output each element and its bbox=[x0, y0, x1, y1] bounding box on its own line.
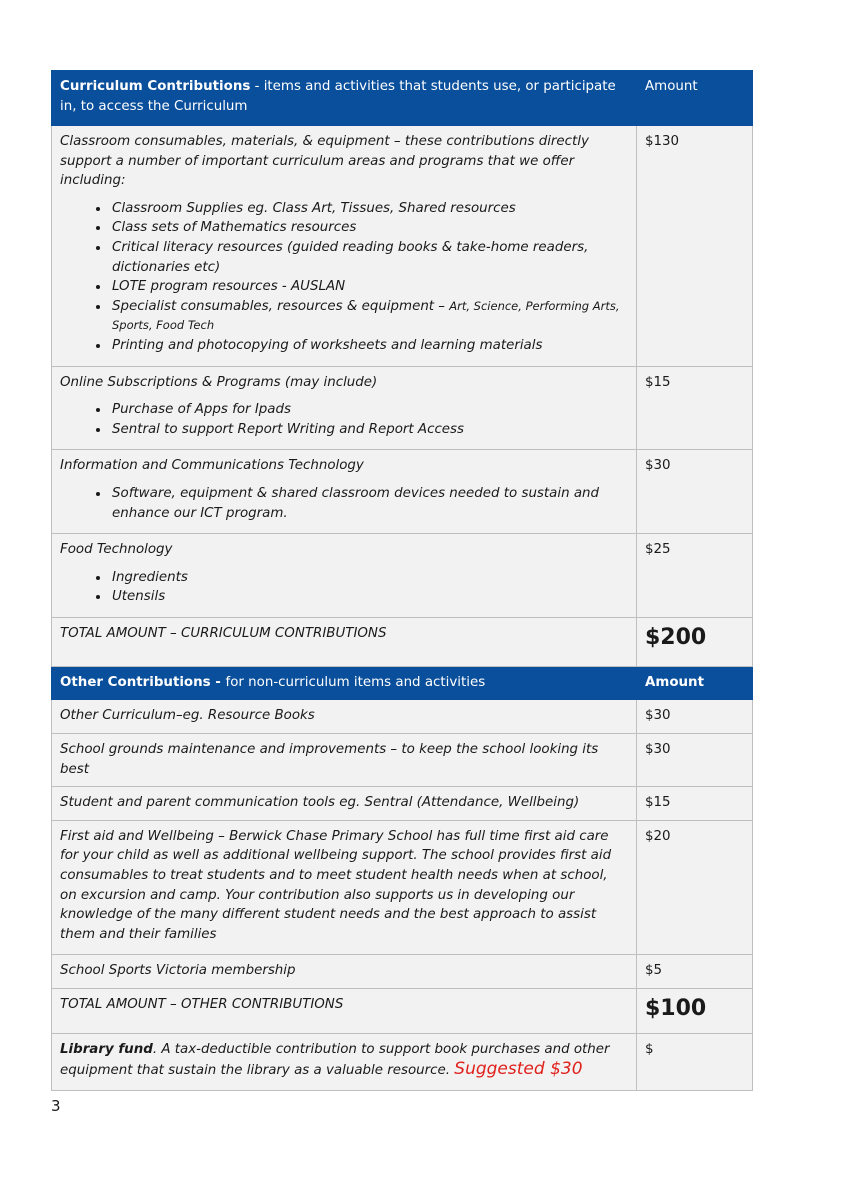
curriculum-header-row bbox=[52, 71, 753, 126]
other-total-amount: $100 bbox=[637, 989, 753, 1034]
table-row bbox=[52, 787, 753, 821]
online-subscriptions-intro: Online Subscriptions & Programs (may include) bbox=[60, 374, 378, 390]
food-tech-intro: Food Technology bbox=[60, 542, 173, 558]
other-row-label: School Sports Victoria membership bbox=[52, 955, 637, 989]
list-item: • Purchase of Apps for Ipads bbox=[110, 400, 628, 420]
curriculum-header-amount: Amount bbox=[637, 71, 753, 126]
list-item: • Software, equipment & shared classroom devices needed to sustain and enhance our ICT program. bbox=[110, 484, 628, 523]
classroom-consumables-list bbox=[60, 199, 628, 356]
table-row bbox=[52, 700, 753, 734]
list-item: • Printing and photocopying of worksheets and learning materials bbox=[110, 336, 628, 356]
table-row bbox=[52, 734, 753, 787]
library-row bbox=[52, 1034, 753, 1091]
food-tech-amount: $25 bbox=[637, 534, 753, 618]
curriculum-header-cell bbox=[52, 71, 637, 126]
other-total-row bbox=[52, 989, 753, 1034]
ict-list bbox=[60, 484, 628, 523]
table-row bbox=[52, 820, 753, 955]
library-text: . A tax-deductible contribution to support book purchases and other equipment that sustain the library as a valuable resource. bbox=[60, 1042, 610, 1078]
other-header-amount: Amount bbox=[637, 666, 753, 700]
library-suggested: Suggested $30 bbox=[454, 1058, 583, 1079]
ict-intro: Information and Communications Technology bbox=[60, 458, 364, 474]
other-total-label: TOTAL AMOUNT – OTHER CONTRIBUTIONS bbox=[52, 989, 637, 1034]
list-item: • LOTE program resources - AUSLAN bbox=[110, 277, 628, 297]
other-header-desc: for non-curriculum items and activities bbox=[225, 674, 486, 690]
specialist-item-main: Specialist consumables, resources & equipment – bbox=[112, 298, 450, 314]
list-item: • Utensils bbox=[110, 587, 628, 607]
other-row-label: First aid and Wellbeing – Berwick Chase Primary School has full time first aid care for your child as well as additional wellbeing support. The school provides first aid consumables to treat students and to meet student health needs when at school, on excursion and camp. Your contribution also supports us in developing our knowledge of the many different student needs and the best approach to assist them and their families bbox=[52, 820, 637, 955]
list-item: • Ingredients bbox=[110, 568, 628, 588]
curriculum-total-amount: $200 bbox=[637, 617, 753, 666]
curriculum-total-label: TOTAL AMOUNT – CURRICULUM CONTRIBUTIONS bbox=[52, 617, 637, 666]
curriculum-total-row bbox=[52, 617, 753, 666]
ict-cell bbox=[52, 450, 637, 534]
library-title: Library fund bbox=[60, 1042, 153, 1057]
other-header-row bbox=[52, 666, 753, 700]
other-row-amount: $30 bbox=[637, 734, 753, 787]
list-item: • Classroom Supplies eg. Class Art, Tissues, Shared resources bbox=[110, 199, 628, 219]
other-row-label: School grounds maintenance and improvements – to keep the school looking its best bbox=[52, 734, 637, 787]
food-tech-list bbox=[60, 568, 628, 607]
other-header-title: Other Contributions - bbox=[60, 674, 226, 690]
other-row-amount: $30 bbox=[637, 700, 753, 734]
other-row-label: Student and parent communication tools eg. Sentral (Attendance, Wellbeing) bbox=[52, 787, 637, 821]
table-row bbox=[52, 450, 753, 534]
online-subscriptions-cell bbox=[52, 366, 637, 450]
page-number: 3 bbox=[51, 1097, 61, 1115]
list-item: • Sentral to support Report Writing and Report Access bbox=[110, 420, 628, 440]
classroom-consumables-cell bbox=[52, 126, 637, 367]
library-cell bbox=[52, 1034, 637, 1091]
table-row bbox=[52, 126, 753, 367]
food-tech-cell bbox=[52, 534, 637, 618]
specialist-item-subjects: Art, Science, Performing Arts, Sports, Food Tech bbox=[112, 298, 620, 333]
list-item bbox=[110, 297, 628, 336]
other-row-amount: $15 bbox=[637, 787, 753, 821]
other-row-amount: $5 bbox=[637, 955, 753, 989]
curriculum-header-title: Curriculum Contributions bbox=[60, 79, 251, 94]
curriculum-header-desc: - items and activities that students use, or participate in, to access the Curriculum bbox=[60, 79, 616, 114]
ict-amount: $30 bbox=[637, 450, 753, 534]
other-header-cell bbox=[52, 666, 637, 700]
table-row bbox=[52, 366, 753, 450]
online-subscriptions-amount: $15 bbox=[637, 366, 753, 450]
table-row bbox=[52, 955, 753, 989]
classroom-consumables-intro: Classroom consumables, materials, & equipment – these contributions directly support a number of important curriculum areas and programs that we offer including: bbox=[60, 134, 589, 189]
contributions-table bbox=[51, 70, 753, 1091]
classroom-consumables-amount: $130 bbox=[637, 126, 753, 367]
list-item: • Critical literacy resources (guided reading books & take-home readers, dictionaries etc) bbox=[110, 238, 628, 277]
other-row-label: Other Curriculum–eg. Resource Books bbox=[52, 700, 637, 734]
table-row bbox=[52, 534, 753, 618]
list-item: • Class sets of Mathematics resources bbox=[110, 218, 628, 238]
online-subscriptions-list bbox=[60, 400, 628, 439]
other-row-amount: $20 bbox=[637, 820, 753, 955]
library-amount: $ bbox=[637, 1034, 753, 1091]
